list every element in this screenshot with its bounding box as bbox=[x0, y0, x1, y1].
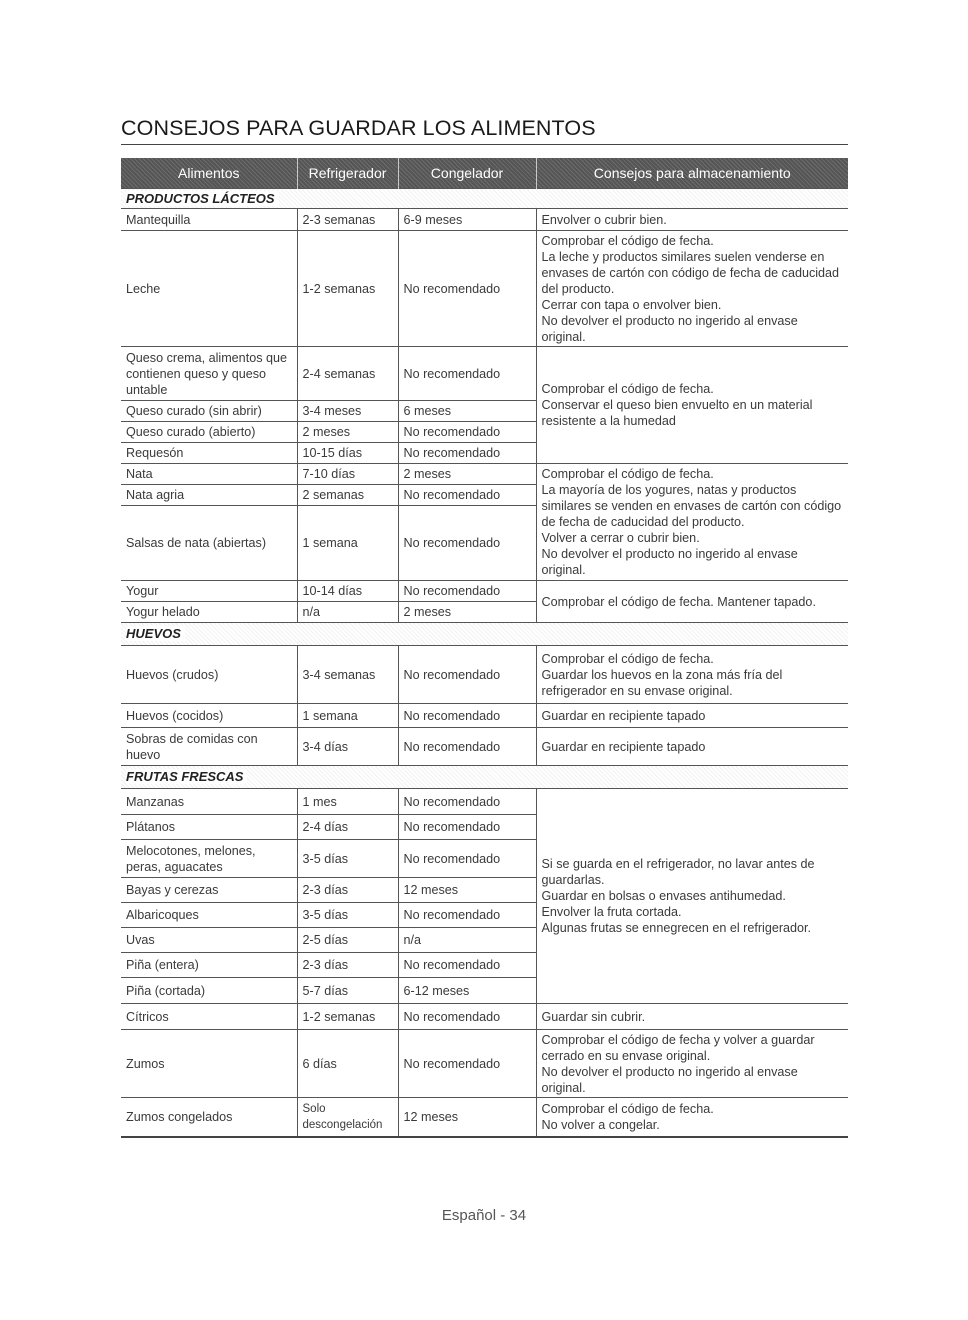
table-header-row bbox=[121, 158, 848, 189]
table-row bbox=[121, 1098, 848, 1137]
tips-cell bbox=[536, 728, 848, 766]
fridge-cell: 10-15 días bbox=[297, 443, 398, 464]
food-cell: Albaricoques bbox=[121, 903, 297, 928]
tip-line: Algunas frutas se ennegrecen en el refrigerador. bbox=[541, 921, 812, 935]
food-cell: Uvas bbox=[121, 928, 297, 953]
freezer-cell: n/a bbox=[398, 928, 536, 953]
freezer-cell: No recomendado bbox=[398, 704, 536, 728]
freezer-cell: 6-9 meses bbox=[398, 209, 536, 231]
fridge-cell: 10-14 días bbox=[297, 581, 398, 602]
tip-line: Comprobar el código de fecha. bbox=[541, 382, 714, 396]
food-cell: Plátanos bbox=[121, 815, 297, 840]
food-cell: Sobras de comidas con huevo bbox=[121, 728, 297, 766]
tip-line: Volver a cerrar o cubrir bien. bbox=[541, 531, 700, 545]
food-cell: Cítricos bbox=[121, 1004, 297, 1030]
tip-line: La mayoría de los yogures, natas y productos similares se venden en envases de cartón con código de fecha de caducidad del producto. bbox=[541, 483, 842, 529]
tips-cell bbox=[536, 1004, 848, 1030]
freezer-cell: 6 meses bbox=[398, 401, 536, 422]
header-alimentos: Alimentos bbox=[121, 158, 297, 189]
fridge-cell: 1-2 semanas bbox=[297, 1004, 398, 1030]
tips-cell bbox=[536, 347, 848, 464]
table-row bbox=[121, 704, 848, 728]
food-cell: Huevos (cocidos) bbox=[121, 704, 297, 728]
food-cell: Zumos bbox=[121, 1030, 297, 1098]
freezer-cell: No recomendado bbox=[398, 903, 536, 928]
tip-line: Comprobar el código de fecha. bbox=[541, 651, 714, 666]
fridge-cell: 3-5 días bbox=[297, 903, 398, 928]
table-row bbox=[121, 209, 848, 231]
tips-cell bbox=[536, 209, 848, 231]
tips-cell bbox=[536, 464, 848, 581]
tip-line: Guardar los huevos en la zona más fría del refrigerador en su envase original. bbox=[541, 667, 783, 698]
fridge-cell: 3-4 días bbox=[297, 728, 398, 766]
food-cell: Manzanas bbox=[121, 789, 297, 815]
freezer-cell: No recomendado bbox=[398, 231, 536, 347]
fridge-cell: 3-4 semanas bbox=[297, 646, 398, 704]
table-row bbox=[121, 646, 848, 704]
food-cell: Leche bbox=[121, 231, 297, 347]
fridge-cell: 3-4 meses bbox=[297, 401, 398, 422]
freezer-cell: 12 meses bbox=[398, 878, 536, 903]
tip-line: Envolver la fruta cortada. bbox=[541, 905, 682, 919]
tip-line: Si se guarda en el refrigerador, no lavar antes de guardarlas. bbox=[541, 857, 815, 887]
food-cell: Nata agria bbox=[121, 485, 297, 506]
tip-line: Guardar en bolsas o envases antihumedad. bbox=[541, 889, 786, 903]
food-cell: Piña (cortada) bbox=[121, 978, 297, 1004]
fridge-cell: 1-2 semanas bbox=[297, 231, 398, 347]
section-label: HUEVOS bbox=[126, 626, 185, 641]
freezer-cell: No recomendado bbox=[398, 347, 536, 401]
tips-cell bbox=[536, 646, 848, 704]
food-cell: Yogur bbox=[121, 581, 297, 602]
tip-line: No devolver el producto no ingerido al envase original. bbox=[541, 1064, 798, 1095]
tip-line: Comprobar el código de fecha. bbox=[541, 467, 714, 481]
tip-line: Conservar el queso bien envuelto en un material resistente a la humedad bbox=[541, 398, 813, 428]
section-lacteos bbox=[121, 189, 848, 209]
table-row bbox=[121, 789, 848, 815]
fridge-cell: 2-4 días bbox=[297, 815, 398, 840]
freezer-cell: No recomendado bbox=[398, 1030, 536, 1098]
section-label: PRODUCTOS LÁCTEOS bbox=[126, 191, 279, 206]
freezer-cell: No recomendado bbox=[398, 953, 536, 978]
tips-cell bbox=[536, 1030, 848, 1098]
food-cell: Zumos congelados bbox=[121, 1098, 297, 1137]
freezer-cell: No recomendado bbox=[398, 646, 536, 704]
fridge-cell: n/a bbox=[297, 602, 398, 623]
section-frutas bbox=[121, 766, 848, 789]
fridge-cell: 5-7 días bbox=[297, 978, 398, 1004]
freezer-cell: 6-12 meses bbox=[398, 978, 536, 1004]
freezer-cell: No recomendado bbox=[398, 485, 536, 506]
tip-line: Comprobar el código de fecha. bbox=[541, 233, 714, 248]
header-congelador: Congelador bbox=[398, 158, 536, 189]
tip-line: Envolver o cubrir bien. bbox=[541, 212, 667, 227]
fridge-cell: 1 mes bbox=[297, 789, 398, 815]
table-row bbox=[121, 1004, 848, 1030]
food-cell: Yogur helado bbox=[121, 602, 297, 623]
food-cell: Bayas y cerezas bbox=[121, 878, 297, 903]
fridge-cell: 2-3 días bbox=[297, 878, 398, 903]
section-row bbox=[121, 623, 848, 646]
tip-line: Guardar en recipiente tapado bbox=[541, 708, 706, 723]
tip-line: La leche y productos similares suelen venderse en envases de cartón con código de fecha de caducidad del producto. bbox=[541, 249, 840, 296]
table-row bbox=[121, 1030, 848, 1098]
tips-cell bbox=[536, 704, 848, 728]
fridge-cell: 2-3 días bbox=[297, 953, 398, 978]
freezer-cell: 2 meses bbox=[398, 602, 536, 623]
freezer-cell: No recomendado bbox=[398, 422, 536, 443]
freezer-cell: No recomendado bbox=[398, 506, 536, 581]
freezer-cell: 2 meses bbox=[398, 464, 536, 485]
page-footer: Español - 34 bbox=[441, 1207, 527, 1224]
fridge-cell: 1 semana bbox=[297, 506, 398, 581]
fridge-cell: Solo descongelación bbox=[297, 1098, 398, 1137]
freezer-cell: No recomendado bbox=[398, 1004, 536, 1030]
food-cell: Salsas de nata (abiertas) bbox=[121, 506, 297, 581]
fridge-cell: 2 meses bbox=[297, 422, 398, 443]
tip-line: Guardar en recipiente tapado bbox=[541, 739, 706, 754]
fridge-cell: 2 semanas bbox=[297, 485, 398, 506]
table-row bbox=[121, 581, 848, 602]
fridge-cell: 2-5 días bbox=[297, 928, 398, 953]
food-cell: Mantequilla bbox=[121, 209, 297, 231]
tip-line: Guardar sin cubrir. bbox=[541, 1009, 646, 1024]
tip-line: Comprobar el código de fecha y volver a guardar cerrado en su envase original. bbox=[541, 1032, 815, 1063]
fridge-cell: 1 semana bbox=[297, 704, 398, 728]
tip-line: Cerrar con tapa o envolver bien. bbox=[541, 297, 722, 312]
tip-line: Comprobar el código de fecha. bbox=[541, 1101, 714, 1116]
section-huevos bbox=[121, 623, 848, 646]
table-row bbox=[121, 728, 848, 766]
tips-cell bbox=[536, 789, 848, 1004]
table-row bbox=[121, 464, 848, 485]
food-cell: Queso crema, alimentos que contienen queso y queso untable bbox=[121, 347, 297, 401]
freezer-cell: No recomendado bbox=[398, 443, 536, 464]
tip-line: Comprobar el código de fecha. Mantener tapado. bbox=[541, 594, 816, 609]
freezer-cell: No recomendado bbox=[398, 840, 536, 878]
section-row bbox=[121, 189, 848, 209]
tip-line: No devolver el producto no ingerido al envase original. bbox=[541, 313, 798, 344]
food-storage-table bbox=[121, 158, 848, 1138]
fridge-cell: 2-3 semanas bbox=[297, 209, 398, 231]
fridge-cell: 2-4 semanas bbox=[297, 347, 398, 401]
tips-cell bbox=[536, 231, 848, 347]
food-cell: Queso curado (sin abrir) bbox=[121, 401, 297, 422]
freezer-cell: No recomendado bbox=[398, 815, 536, 840]
fridge-cell: 6 días bbox=[297, 1030, 398, 1098]
freezer-cell: No recomendado bbox=[398, 581, 536, 602]
section-row bbox=[121, 766, 848, 789]
food-cell: Requesón bbox=[121, 443, 297, 464]
food-cell: Piña (entera) bbox=[121, 953, 297, 978]
table-row bbox=[121, 231, 848, 347]
food-cell: Nata bbox=[121, 464, 297, 485]
tips-cell bbox=[536, 581, 848, 623]
section-label: FRUTAS FRESCAS bbox=[126, 769, 247, 784]
tip-line: No devolver el producto no ingerido al envase original. bbox=[541, 547, 798, 577]
freezer-cell: 12 meses bbox=[398, 1098, 536, 1137]
table-row bbox=[121, 347, 848, 401]
freezer-cell: No recomendado bbox=[398, 789, 536, 815]
freezer-cell: No recomendado bbox=[398, 728, 536, 766]
page-title: CONSEJOS PARA GUARDAR LOS ALIMENTOS bbox=[121, 116, 848, 145]
food-cell: Queso curado (abierto) bbox=[121, 422, 297, 443]
tip-line: No volver a congelar. bbox=[541, 1117, 660, 1132]
food-cell: Melocotones, melones, peras, aguacates bbox=[121, 840, 297, 878]
fridge-cell: 3-5 días bbox=[297, 840, 398, 878]
tips-cell bbox=[536, 1098, 848, 1137]
fridge-cell: 7-10 días bbox=[297, 464, 398, 485]
food-cell: Huevos (crudos) bbox=[121, 646, 297, 704]
header-consejos: Consejos para almacenamiento bbox=[536, 158, 848, 189]
header-refrigerador: Refrigerador bbox=[297, 158, 398, 189]
